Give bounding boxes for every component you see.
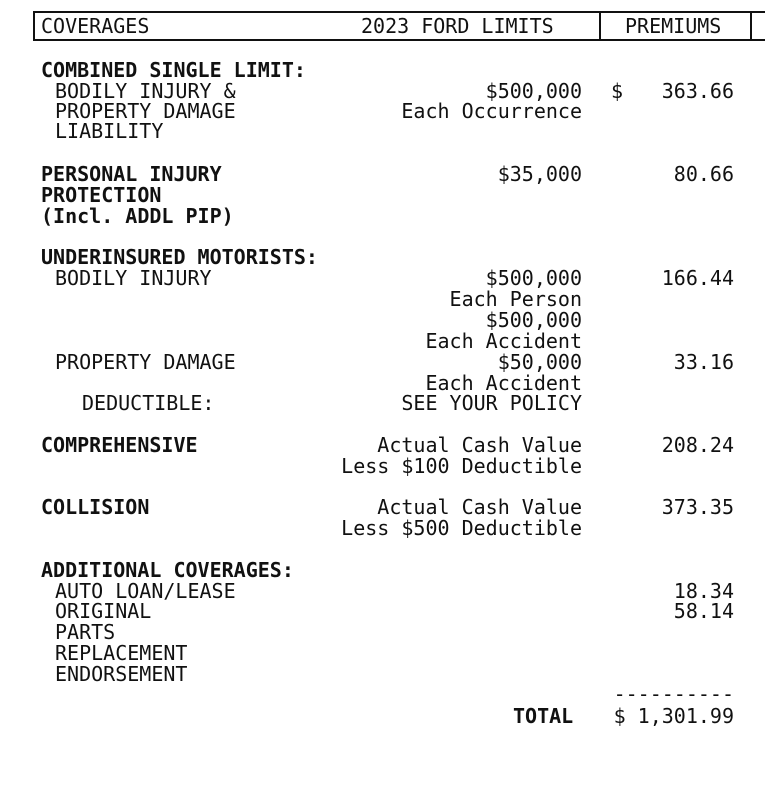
csl-desc-line: BODILY INJURY & — [55, 79, 236, 103]
um-bi-premium: 166.44 — [661, 266, 734, 290]
csl-limit-note: Each Occurrence — [401, 99, 582, 123]
um-bi-limit: $500,000 — [485, 308, 582, 332]
total-label: TOTAL — [513, 704, 574, 728]
additional-premium: 58.14 — [673, 599, 734, 623]
um-pd-label: PROPERTY DAMAGE — [55, 350, 236, 374]
additional-premium: 18.34 — [673, 579, 734, 603]
comprehensive-premium: 208.24 — [661, 433, 734, 457]
additional-title: ADDITIONAL COVERAGES: — [41, 558, 294, 582]
pip-title: PROTECTION — [41, 183, 162, 207]
pip-title: (Incl. ADDL PIP) — [41, 204, 234, 228]
um-title: UNDERINSURED MOTORISTS: — [41, 245, 318, 269]
header-divider — [750, 13, 752, 39]
csl-title: COMBINED SINGLE LIMIT: — [41, 58, 306, 82]
csl-currency: $ — [611, 79, 624, 103]
collision-deductible: Less $500 Deductible — [341, 516, 582, 540]
additional-item: ORIGINAL — [55, 599, 152, 623]
um-deductible-value: SEE YOUR POLICY — [401, 391, 582, 415]
um-pd-limit-note: Each Accident — [425, 371, 582, 395]
additional-item: REPLACEMENT — [55, 641, 188, 665]
um-pd-premium: 33.16 — [673, 350, 734, 374]
header-premiums: PREMIUMS — [625, 14, 722, 38]
csl-desc-line: PROPERTY DAMAGE — [55, 99, 236, 123]
um-bi-label: BODILY INJURY — [55, 266, 212, 290]
pip-limit: $35,000 — [497, 162, 582, 186]
header-coverages: COVERAGES — [41, 14, 150, 38]
collision-premium: 373.35 — [661, 495, 734, 519]
um-pd-limit: $50,000 — [497, 350, 582, 374]
collision-limit: Actual Cash Value — [377, 495, 582, 519]
csl-premium: 363.66 — [661, 79, 734, 103]
additional-item: AUTO LOAN/LEASE — [55, 579, 236, 603]
header-divider — [599, 13, 601, 39]
um-deductible-label: DEDUCTIBLE: — [82, 391, 215, 415]
comprehensive-title: COMPREHENSIVE — [41, 433, 198, 457]
additional-item: ENDORSEMENT — [55, 662, 188, 686]
total-value: $ 1,301.99 — [613, 704, 734, 728]
additional-item: PARTS — [55, 620, 116, 644]
total-separator: ---------- — [613, 682, 734, 706]
um-bi-limit-note: Each Person — [449, 287, 582, 311]
header-limits: 2023 FORD LIMITS — [361, 14, 554, 38]
pip-title: PERSONAL INJURY — [41, 162, 222, 186]
pip-premium: 80.66 — [673, 162, 734, 186]
um-bi-limit-note: Each Accident — [425, 329, 582, 353]
comprehensive-deductible: Less $100 Deductible — [341, 454, 582, 478]
collision-title: COLLISION — [41, 495, 150, 519]
csl-desc-line: LIABILITY — [55, 119, 164, 143]
um-bi-limit: $500,000 — [485, 266, 582, 290]
comprehensive-limit: Actual Cash Value — [377, 433, 582, 457]
csl-limit: $500,000 — [485, 79, 582, 103]
